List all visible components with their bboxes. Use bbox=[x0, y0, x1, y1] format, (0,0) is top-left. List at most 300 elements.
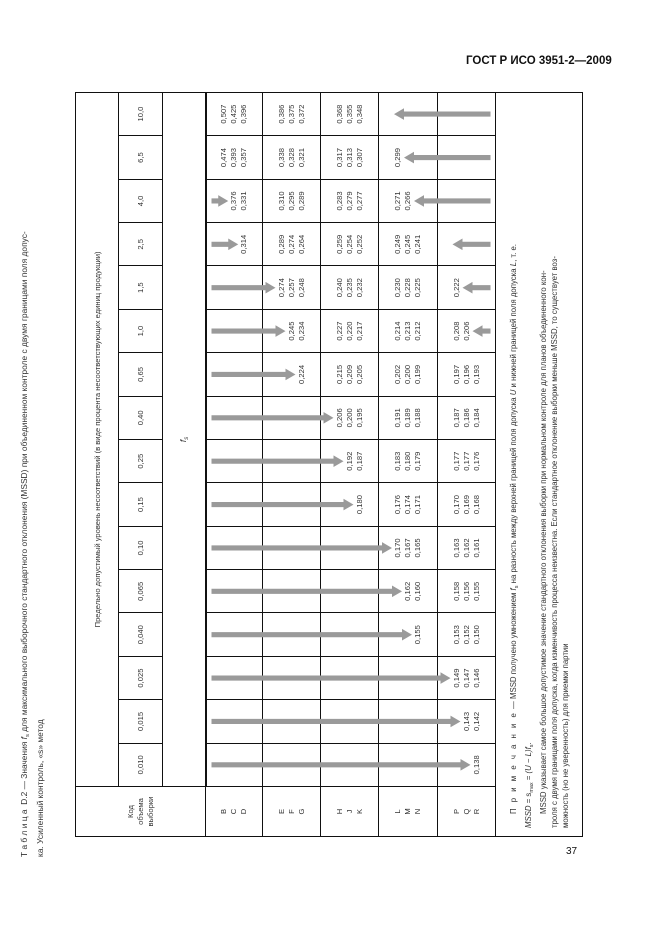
fs-value-cell bbox=[379, 743, 438, 786]
fs-value bbox=[345, 700, 355, 742]
fs-value bbox=[472, 223, 482, 265]
note-label: П р и м е ч а н и е bbox=[508, 711, 518, 814]
fs-value-cell bbox=[321, 309, 379, 352]
fs-value: 0,220 bbox=[344, 321, 354, 341]
fs-value bbox=[393, 614, 403, 656]
fs-value bbox=[413, 700, 423, 742]
fs-value bbox=[229, 267, 239, 309]
fs-value: 0,234 bbox=[296, 321, 306, 341]
fs-value bbox=[219, 267, 229, 309]
fs-value-cell bbox=[438, 353, 496, 396]
fs-value: 0,227 bbox=[334, 321, 344, 341]
note-text: . bbox=[523, 742, 533, 745]
fs-value bbox=[355, 700, 365, 742]
fs-value bbox=[287, 744, 297, 786]
note-text: на разность между верхней границей поля допуска bbox=[508, 395, 518, 586]
fs-value-cell bbox=[379, 440, 438, 483]
fs-value bbox=[229, 397, 239, 439]
fs-value-cell bbox=[321, 179, 379, 222]
fs-value bbox=[219, 310, 229, 352]
fs-value: 0,222 bbox=[451, 278, 461, 298]
fs-value: 0,179 bbox=[413, 451, 422, 471]
aql-column-header: 2,5 bbox=[119, 223, 163, 266]
fs-value-cell bbox=[263, 179, 321, 222]
note-line-2 bbox=[523, 99, 538, 828]
fs-value bbox=[462, 93, 472, 136]
fs-value bbox=[219, 223, 229, 265]
fs-value bbox=[287, 570, 297, 612]
fs-value: 0,163 bbox=[451, 538, 461, 558]
fs-value: 0,277 bbox=[354, 191, 364, 211]
fs-value: 0,162 bbox=[461, 538, 471, 558]
fs-value-cell bbox=[263, 92, 321, 136]
fs-value bbox=[219, 570, 229, 612]
fs-value: 0,196 bbox=[461, 364, 471, 384]
fs-value: 0,355 bbox=[344, 104, 354, 124]
fs-value: 0,217 bbox=[354, 321, 364, 341]
note-text: и нижней границей поля допуска bbox=[508, 266, 518, 390]
fs-value-cell bbox=[438, 309, 496, 352]
fs-value: 0,202 bbox=[393, 364, 402, 384]
fs-value bbox=[345, 527, 355, 569]
fs-value bbox=[403, 657, 413, 699]
fs-value: 0,279 bbox=[344, 191, 354, 211]
fs-value bbox=[229, 353, 239, 395]
fs-value bbox=[229, 614, 239, 656]
fs-value bbox=[229, 223, 239, 265]
fs-value-cell bbox=[263, 309, 321, 352]
fs-value bbox=[277, 353, 287, 395]
fs-value: 0,161 bbox=[471, 538, 481, 558]
fs-value-cell bbox=[206, 613, 263, 656]
fs-value bbox=[277, 483, 287, 525]
fs-value bbox=[345, 570, 355, 612]
fs-value bbox=[229, 440, 239, 482]
fs-value: 0,317 bbox=[334, 148, 344, 168]
fs-value: 0,240 bbox=[334, 278, 344, 298]
fs-value bbox=[462, 180, 472, 222]
fs-value: 0,224 bbox=[296, 364, 306, 384]
fs-value-cell bbox=[263, 353, 321, 396]
fs-value: 0,200 bbox=[403, 364, 412, 384]
fs-value: 0,176 bbox=[471, 451, 481, 471]
fs-value bbox=[297, 440, 307, 482]
aql-column-header: 1,5 bbox=[119, 266, 163, 309]
fs-value-cell bbox=[379, 136, 438, 179]
fs-value bbox=[239, 353, 249, 395]
fs-value bbox=[403, 136, 413, 178]
fs-value-cell bbox=[379, 613, 438, 656]
fs-value-cell bbox=[206, 743, 263, 786]
fs-value bbox=[452, 744, 462, 786]
sample-code-cell bbox=[263, 787, 321, 837]
fs-value: 0,169 bbox=[461, 495, 471, 515]
code-header bbox=[76, 787, 206, 837]
fs-value bbox=[219, 744, 229, 786]
fs-value: 0,149 bbox=[451, 668, 461, 688]
aql-column-header: 0,15 bbox=[119, 483, 163, 526]
note-line-5: можность (но не уверенность) для приемки партии bbox=[560, 643, 570, 828]
fs-value: 0,191 bbox=[393, 408, 402, 428]
fs-value-cell bbox=[438, 92, 496, 136]
fs-value-cell bbox=[438, 179, 496, 222]
fs-value bbox=[452, 93, 462, 136]
fs-value bbox=[277, 700, 287, 742]
fs-value: 0,235 bbox=[344, 278, 354, 298]
fs-value: 0,368 bbox=[334, 104, 344, 124]
fs-value bbox=[393, 657, 403, 699]
fs-value: 0,197 bbox=[451, 364, 461, 384]
fs-value-cell bbox=[379, 483, 438, 526]
fs-value: 0,215 bbox=[334, 364, 344, 384]
aql-column-header: 0,40 bbox=[119, 396, 163, 439]
code-header-line: объема bbox=[135, 798, 145, 825]
aql-column-header: 0,25 bbox=[119, 440, 163, 483]
sample-code: M bbox=[403, 808, 412, 815]
fs-value-cell bbox=[379, 309, 438, 352]
fs-table-wrapper bbox=[75, 93, 582, 837]
aql-column-header: 0,10 bbox=[119, 526, 163, 569]
note-symbol: U bbox=[508, 389, 518, 396]
fs-value: 0,230 bbox=[393, 278, 402, 298]
fs-value bbox=[472, 267, 482, 309]
note-symbol-sub: s bbox=[528, 744, 535, 748]
fs-value-cell bbox=[263, 526, 321, 569]
fs-value: 0,162 bbox=[403, 581, 412, 601]
fs-value: 0,321 bbox=[296, 148, 306, 168]
fs-value: 0,289 bbox=[296, 191, 306, 211]
fs-value-cell bbox=[321, 266, 379, 309]
fs-value: 0,376 bbox=[229, 191, 239, 211]
fs-value: 0,259 bbox=[334, 234, 344, 254]
fs-value bbox=[355, 744, 365, 786]
fs-value bbox=[297, 657, 307, 699]
fs-value bbox=[219, 527, 229, 569]
fs-value bbox=[393, 700, 403, 742]
fs-value bbox=[452, 136, 462, 178]
fs-value: 0,200 bbox=[344, 408, 354, 428]
fs-value bbox=[287, 614, 297, 656]
sample-code: D bbox=[239, 808, 248, 815]
fs-value: 0,283 bbox=[334, 191, 344, 211]
table-row-group bbox=[379, 92, 438, 836]
fs-value: 0,183 bbox=[393, 451, 402, 471]
note-text: , т. е. bbox=[508, 244, 518, 262]
fs-value bbox=[229, 744, 239, 786]
fs-value: 0,264 bbox=[296, 234, 306, 254]
sample-code: Q bbox=[461, 808, 471, 815]
fs-value-cell bbox=[206, 700, 263, 743]
fs-value-cell bbox=[206, 656, 263, 699]
caption-text: для максимального выборочного стандартного отклонения (MSSD) при объединенном контроле с двумя границами поля допус- bbox=[19, 231, 29, 735]
fs-value: 0,153 bbox=[451, 625, 461, 645]
caption-line-2: ка. Усиленный контроль, «s» метод bbox=[35, 719, 45, 857]
fs-value bbox=[297, 570, 307, 612]
fs-value bbox=[219, 657, 229, 699]
fs-value: 0,232 bbox=[354, 278, 364, 298]
fs-value: 0,188 bbox=[413, 408, 422, 428]
fs-value: 0,295 bbox=[286, 191, 296, 211]
fs-value bbox=[277, 570, 287, 612]
fs-value bbox=[219, 614, 229, 656]
sample-code-cell bbox=[438, 787, 496, 837]
fs-value bbox=[403, 700, 413, 742]
fs-value: 0,245 bbox=[286, 321, 296, 341]
note-line-1 bbox=[508, 99, 523, 828]
fs-value: 0,158 bbox=[451, 581, 461, 601]
fs-value: 0,156 bbox=[461, 581, 471, 601]
note-symbol-sub: s bbox=[513, 585, 520, 589]
note-symbol: L bbox=[508, 261, 518, 267]
fs-value: 0,314 bbox=[239, 234, 249, 254]
sample-code: G bbox=[296, 808, 306, 815]
fs-value bbox=[219, 440, 229, 482]
sample-code: N bbox=[413, 808, 422, 815]
fs-value-cell bbox=[438, 743, 496, 786]
sample-code: H bbox=[334, 808, 344, 815]
fs-value bbox=[355, 527, 365, 569]
fs-value-cell bbox=[438, 223, 496, 266]
fs-value: 0,155 bbox=[471, 581, 481, 601]
aql-column-header: 4,0 bbox=[119, 179, 163, 222]
fs-value bbox=[472, 310, 482, 352]
fs-value-cell bbox=[263, 743, 321, 786]
fs-value-cell bbox=[206, 526, 263, 569]
fs-value bbox=[452, 700, 462, 742]
fs-value: 0,266 bbox=[403, 191, 412, 211]
fs-value bbox=[335, 527, 345, 569]
fs-value: 0,254 bbox=[344, 234, 354, 254]
caption-line-1 bbox=[18, 87, 34, 857]
fs-value-cell bbox=[263, 483, 321, 526]
fs-value bbox=[239, 614, 249, 656]
fs-value bbox=[287, 353, 297, 395]
fs-value bbox=[239, 310, 249, 352]
fs-value: 0,170 bbox=[451, 495, 461, 515]
fs-value bbox=[297, 744, 307, 786]
sample-code: R bbox=[471, 808, 481, 815]
fs-value: 0,214 bbox=[393, 321, 402, 341]
sample-code: E bbox=[276, 808, 286, 815]
fs-value-cell bbox=[263, 613, 321, 656]
fs-value: 0,177 bbox=[451, 451, 461, 471]
fs-value bbox=[462, 744, 472, 786]
sample-code: J bbox=[344, 809, 354, 814]
fs-value: 0,393 bbox=[229, 148, 239, 168]
fs-value bbox=[462, 267, 472, 309]
fs-value: 0,152 bbox=[461, 625, 471, 645]
fs-symbol: f bbox=[177, 439, 188, 443]
fs-value bbox=[229, 483, 239, 525]
aql-column-header: 1,0 bbox=[119, 309, 163, 352]
table-row-group bbox=[263, 92, 321, 836]
fs-value bbox=[219, 700, 229, 742]
fs-value bbox=[345, 657, 355, 699]
fs-value-cell bbox=[321, 353, 379, 396]
fs-value bbox=[345, 614, 355, 656]
fs-value: 0,146 bbox=[471, 668, 481, 688]
fs-value bbox=[335, 614, 345, 656]
fs-value-cell bbox=[438, 656, 496, 699]
fs-value: 0,193 bbox=[471, 364, 481, 384]
fs-value: 0,186 bbox=[461, 408, 471, 428]
fs-value-cell bbox=[206, 136, 263, 179]
fs-value-cell bbox=[438, 136, 496, 179]
aql-column-header: 10,0 bbox=[119, 92, 163, 136]
sample-code: K bbox=[354, 808, 364, 815]
fs-value bbox=[219, 353, 229, 395]
fs-value: 0,338 bbox=[276, 148, 286, 168]
fs-value: 0,313 bbox=[344, 148, 354, 168]
fs-value: 0,248 bbox=[296, 278, 306, 298]
fs-value bbox=[287, 397, 297, 439]
fs-value bbox=[413, 93, 423, 136]
sample-code-cell bbox=[379, 787, 438, 837]
fs-value bbox=[462, 223, 472, 265]
sample-code-cell bbox=[206, 787, 263, 837]
fs-value-cell bbox=[321, 656, 379, 699]
fs-value: 0,138 bbox=[471, 755, 481, 775]
table-row-group bbox=[321, 92, 379, 836]
fs-value: 0,206 bbox=[461, 321, 471, 341]
fs-value bbox=[335, 657, 345, 699]
fs-value bbox=[277, 527, 287, 569]
fs-value bbox=[287, 483, 297, 525]
fs-value-cell bbox=[438, 700, 496, 743]
note-symbol: MSSD bbox=[523, 805, 533, 828]
fs-value bbox=[219, 180, 229, 222]
fs-value bbox=[229, 657, 239, 699]
aql-column-header: 0,040 bbox=[119, 613, 163, 656]
fs-value-cell bbox=[321, 570, 379, 613]
fs-value-cell bbox=[379, 570, 438, 613]
note-formula: = (U − L)f bbox=[523, 747, 533, 783]
caption-label: Т а б л и ц а bbox=[19, 809, 29, 857]
code-header-line: Код bbox=[125, 805, 135, 818]
sample-code: C bbox=[229, 808, 238, 815]
fs-value bbox=[219, 483, 229, 525]
fs-value bbox=[287, 657, 297, 699]
fs-value bbox=[335, 700, 345, 742]
fs-value: 0,213 bbox=[403, 321, 412, 341]
fs-value-cell bbox=[438, 396, 496, 439]
table-caption bbox=[18, 87, 46, 857]
aql-header: Предельно допустимый уровень несоответствий (в виде процента несоответствующих единиц продукции) bbox=[76, 92, 119, 786]
fs-value-cell bbox=[263, 266, 321, 309]
fs-value: 0,189 bbox=[403, 408, 412, 428]
note-line-3: MSSD указывает самое большое допустимое значение стандартного отклонения выборки при нормальном контроле для планов объединенного кон- bbox=[538, 270, 548, 814]
fs-value: 0,271 bbox=[393, 191, 402, 211]
fs-value bbox=[297, 614, 307, 656]
fs-value-cell bbox=[379, 92, 438, 136]
fs-value bbox=[355, 614, 365, 656]
fs-value bbox=[335, 483, 345, 525]
fs-value bbox=[472, 93, 482, 136]
fs-value bbox=[403, 744, 413, 786]
fs-value: 0,257 bbox=[286, 278, 296, 298]
fs-value: 0,372 bbox=[296, 104, 306, 124]
aql-column-header: 0,015 bbox=[119, 700, 163, 743]
fs-value-cell bbox=[321, 440, 379, 483]
fs-value-cell bbox=[438, 613, 496, 656]
fs-value: 0,171 bbox=[413, 495, 422, 515]
fs-value-cell bbox=[379, 353, 438, 396]
fs-value-cell bbox=[438, 483, 496, 526]
fs-value bbox=[393, 570, 403, 612]
fs-value bbox=[297, 483, 307, 525]
fs-value-cell bbox=[206, 179, 263, 222]
fs-value: 0,177 bbox=[461, 451, 471, 471]
table-row-group bbox=[438, 92, 496, 836]
fs-label bbox=[163, 92, 206, 786]
fs-value: 0,143 bbox=[461, 711, 471, 731]
fs-value: 0,192 bbox=[344, 451, 354, 471]
fs-value bbox=[239, 744, 249, 786]
page-number: 37 bbox=[566, 846, 578, 857]
fs-value bbox=[229, 527, 239, 569]
fs-value-cell bbox=[321, 743, 379, 786]
code-header-line: выборки bbox=[145, 796, 155, 827]
fs-value-cell bbox=[438, 570, 496, 613]
fs-value-cell bbox=[263, 656, 321, 699]
standard-header: ГОСТ Р ИСО 3951-2—2009 bbox=[466, 55, 612, 67]
fs-value bbox=[335, 744, 345, 786]
fs-value: 0,184 bbox=[471, 408, 481, 428]
note-symbol: f bbox=[508, 588, 518, 591]
fs-value: 0,249 bbox=[393, 234, 402, 254]
fs-value: 0,160 bbox=[413, 581, 422, 601]
fs-value bbox=[219, 397, 229, 439]
fs-value: 0,187 bbox=[451, 408, 461, 428]
fs-value bbox=[355, 657, 365, 699]
fs-value: 0,180 bbox=[354, 495, 364, 515]
fs-value: 0,299 bbox=[393, 148, 402, 168]
fs-value-cell bbox=[206, 223, 263, 266]
fs-value bbox=[239, 570, 249, 612]
fs-value: 0,180 bbox=[403, 451, 412, 471]
fs-value: 0,245 bbox=[403, 234, 412, 254]
fs-value-cell bbox=[321, 92, 379, 136]
fs-value-cell bbox=[379, 656, 438, 699]
fs-value bbox=[393, 93, 403, 136]
fs-value: 0,199 bbox=[413, 364, 422, 384]
fs-value bbox=[239, 700, 249, 742]
fs-value: 0,348 bbox=[354, 104, 364, 124]
fs-value: 0,206 bbox=[334, 408, 344, 428]
note-text: = s bbox=[523, 792, 533, 806]
fs-value: 0,474 bbox=[219, 148, 229, 168]
fs-value bbox=[355, 570, 365, 612]
fs-value bbox=[239, 657, 249, 699]
fs-value bbox=[287, 440, 297, 482]
note-symbol-sub: max bbox=[528, 782, 535, 793]
fs-value bbox=[277, 440, 287, 482]
fs-value: 0,375 bbox=[286, 104, 296, 124]
fs-value-cell bbox=[206, 353, 263, 396]
fs-value: 0,174 bbox=[403, 495, 412, 515]
fs-value bbox=[297, 700, 307, 742]
fs-value: 0,150 bbox=[471, 625, 481, 645]
fs-value bbox=[297, 397, 307, 439]
fs-value: 0,386 bbox=[276, 104, 286, 124]
sample-code: F bbox=[286, 809, 296, 814]
fs-value-cell bbox=[321, 700, 379, 743]
fs-value-cell bbox=[438, 266, 496, 309]
fs-value: 0,170 bbox=[393, 538, 402, 558]
table-row-group bbox=[206, 92, 263, 836]
aql-column-header: 0,010 bbox=[119, 743, 163, 786]
fs-value bbox=[393, 744, 403, 786]
